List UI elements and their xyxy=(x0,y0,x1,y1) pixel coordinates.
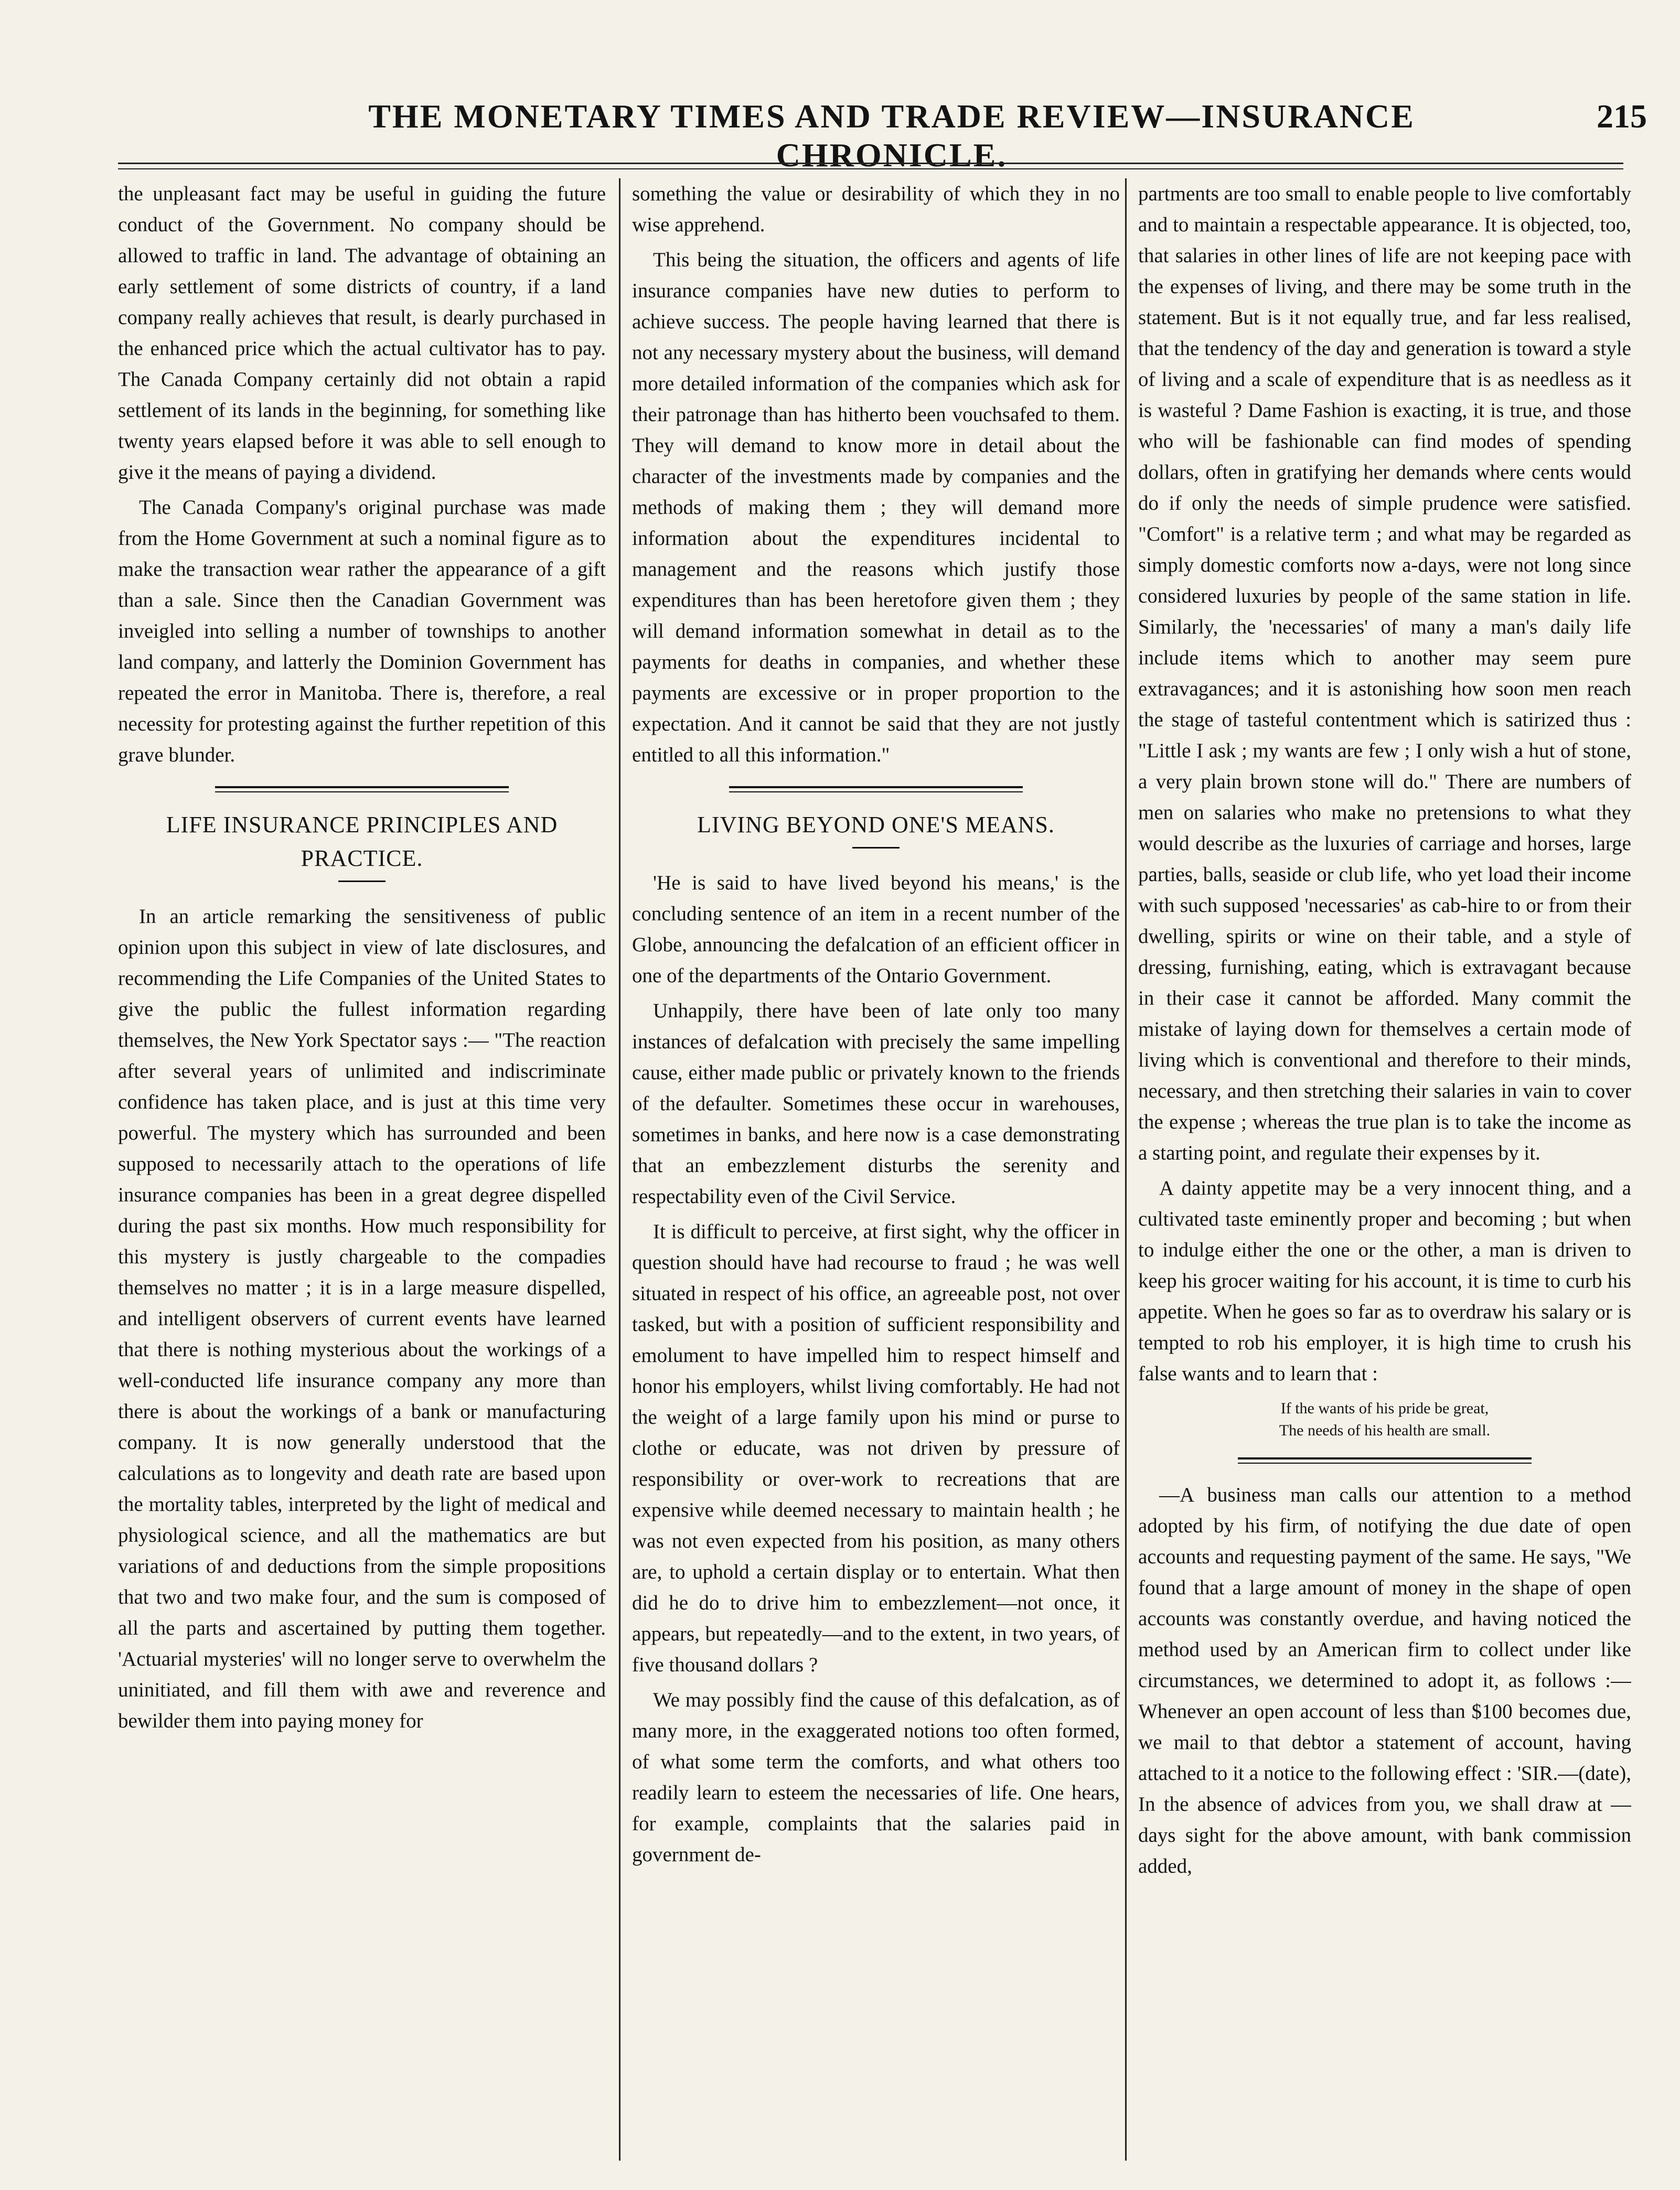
column-2 xyxy=(632,178,1120,2161)
paragraph: something the value or desirability of which they in no wise apprehend. xyxy=(632,182,1120,236)
paragraph: —A business man calls our attention to a method adopted by his firm, of notifying the due date of open accounts and requesting payment of the same. He says, "We found that a large amount of money in the shape of open accounts was constantly overdue, and having noticed the method used by an American firm to collect under like circumstances, we determined to adopt it, as follows :—Whenever an open account of less than $100 becomes due, we mail to that debtor a statement of account, having attached to it a notice to the following effect : 'SIR.—(date), In the absence of advices from you, we shall draw at — days sight for the above amount, with bank commission added, xyxy=(1138,1484,1631,1877)
page-number: 215 xyxy=(1597,98,1647,135)
paragraph: Unhappily, there have been of late only too many instances of defalcation with precisely the same impelling cause, either made public or privately known to the friends of the defaulter. Sometimes these occur in warehouses, sometimes in banks, and here now is a case demonstrating that an embezzlement disturbs the serenity and respectability even of the Civil Service. xyxy=(632,1000,1120,1208)
header-rule xyxy=(118,163,1623,169)
paragraph: partments are too small to enable people to live comfortably and to maintain a respectable appearance. It is objected, too, that salaries in other lines of life are not keeping pace with the expenses of living, and there may be some truth in the statement. But is it not equally true, and far less realised, that the tendency of the day and generation is toward a style of living and a scale of expenditure that is as needless as it is wasteful ? Dame Fashion is exacting, it is true, and those who will be fashionable can find modes of spending dollars, often in gratifying her demands where cents would do if only the needs of simple prudence were satisfied. "Comfort" is a relative term ; and what may be regarded as simply domestic comforts now a-days, were not long since considered luxuries by people of the same station in life. Similarly, the 'necessaries' of many a man's daily life include items which to another may seem pure extravagances; and it is astonishing how soon men reach the stage of tasteful contentment which is satirized thus : "Little I ask ; my wants are few ; I only wish a hut of stone, a very plain brown stone will do." There are numbers of men on salaries who make no pretensions to what they would describe as the luxuries of carriage and horses, large parties, balls, seaside or club life, who yet load their income with such supposed 'necessaries' as cab-hire to or from their dwelling, spirits or wine on their table, and a style of dressing, furnishing, eating, which is extravagant because in their case it cannot be afforded. Many commit the mistake of laying down for themselves a certain mode of living which is conventional and therefore to their minds, necessary, and then stretching their salaries in vain to cover the expense ; whereas the true plan is to take the income as a starting point, and regulate their expenses by it. xyxy=(1138,182,1631,1164)
column-divider xyxy=(619,178,620,2161)
column-1 xyxy=(118,178,606,2161)
page-header xyxy=(131,97,1647,174)
paragraph: This being the situation, the officers and agents of life insurance companies have new duties to perform to achieve success. The people having learned that there is not any necessary mystery about the business, will demand more detailed information of the companies which ask for their patronage than has hitherto been vouchsafed to them. They will demand to know more in detail about the character of the investments made by companies and the methods of making them ; they will demand more information about the expenditures incidental to management and the reasons which justify those expenditures than has been heretofore given them ; they will demand information somewhat in detail as to the payments for deaths in companies, and whether these payments are excessive or in proper proportion to the expectation. And it cannot be said that they are not justly entitled to all this information." xyxy=(632,249,1120,766)
heading-rule xyxy=(852,847,900,849)
section-divider xyxy=(729,786,1023,792)
article-heading: LIFE INSURANCE PRINCIPLES AND PRACTICE. xyxy=(166,812,558,871)
publication-title: THE MONETARY TIMES AND TRADE REVIEW—INSURANCE CHRONICLE. xyxy=(368,98,1415,174)
paragraph: It is difficult to perceive, at first sight, why the officer in question should have had recourse to fraud ; he was well situated in respect of his office, an agreeable post, not over tasked, but with a position of sufficient responsibility and emolument to have impelled him to respect himself and honor his employers, whilst living comfortably. He had not the weight of a large family upon his mind or purse to clothe or educate, was not driven by pressure of responsibility or over-work to recreations that are expensive while deemed necessary to maintain health ; he was not even expected from his position, as many others are, to uphold a certain display or to entertain. What then did he do to drive him to embezzlement—not once, it appears, but repeatedly—and to the extent, in two years, of five thousand dollars ? xyxy=(632,1220,1120,1676)
paragraph: 'He is said to have lived beyond his means,' is the concluding sentence of an item in a recent number of the Globe, announcing the defalcation of an efficient officer in one of the departments of the Ontario Government. xyxy=(632,872,1120,987)
column-3 xyxy=(1138,178,1631,2161)
article-heading: LIVING BEYOND ONE'S MEANS. xyxy=(697,812,1055,838)
quoted-verse xyxy=(1138,1398,1631,1442)
paragraph: In an article remarking the sensitiveness of public opinion upon this subject in view of late disclosures, and recommending the Life Companies of the United States to give the public the fullest information regarding themselves, the New York Spectator says :— "The reaction after several years of unlimited and indiscriminate confidence has taken place, and is just at this time very powerful. The mystery which has surrounded and been supposed to necessarily attach to the operations of life insurance companies has been in a great degree dispelled during the past six months. How much responsibility for this mystery is justly chargeable to the compadies themselves no matter ; it is in a large measure dispelled, and intelligent observers of current events have learned that there is nothing mysterious about the workings of a well-conducted life insurance company any more than there is about the workings of a bank or manufacturing company. It is now generally understood that the calculations as to longevity and death rate are based upon the mortality tables, interpreted by the light of medical and physiological science, and all the mathematics are but variations of and deductions from the simple propositions that two and two make four, and the sum is composed of all the parts and ascertained by putting them together. 'Actuarial mysteries' will no longer serve to overwhelm the uninitiated, and fill them with awe and reverence and bewilder them into paying money for xyxy=(118,905,606,1732)
heading-rule xyxy=(338,881,386,882)
paragraph: The Canada Company's original purchase was made from the Home Government at such a nominal figure as to make the transaction wear rather the appearance of a gift than a sale. Since then the Canadian Government was inveigled into selling a number of townships to another land company, and latterly the Dominion Government has repeated the error in Manitoba. There is, therefore, a real necessity for protesting against the further repetition of this grave blunder. xyxy=(118,496,606,766)
section-divider xyxy=(215,786,509,792)
paragraph: We may possibly find the cause of this defalcation, as of many more, in the exaggerated notions too often formed, of what some term the comforts, and what others too readily learn to esteem the necessaries of life. One hears, for example, complaints that the salaries paid in government de- xyxy=(632,1689,1120,1866)
paragraph: the unpleasant fact may be useful in guiding the future conduct of the Government. No company should be allowed to traffic in land. The advantage of obtaining an early settlement of some districts of country, if a land company really achieves that result, is dearly purchased in the enhanced price which the actual cultivator has to pay. The Canada Company certainly did not obtain a rapid settlement of its lands in the beginning, for something like twenty years elapsed before it was able to sell enough to give it the means of paying a dividend. xyxy=(118,182,606,484)
verse-line: The needs of his health are small. xyxy=(1279,1422,1491,1439)
verse-line: If the wants of his pride be great, xyxy=(1280,1400,1489,1417)
column-divider xyxy=(1125,178,1127,2161)
paragraph: A dainty appetite may be a very innocent thing, and a cultivated taste eminently proper and becoming ; but when to indulge either the one or the other, a man is driven to keep his grocer waiting for his account, it is time to curb his appetite. When he goes so far as to overdraw his salary or is tempted to rob his employer, it is high time to crush his false wants and to learn that : xyxy=(1138,1177,1631,1385)
section-divider xyxy=(1238,1457,1532,1464)
